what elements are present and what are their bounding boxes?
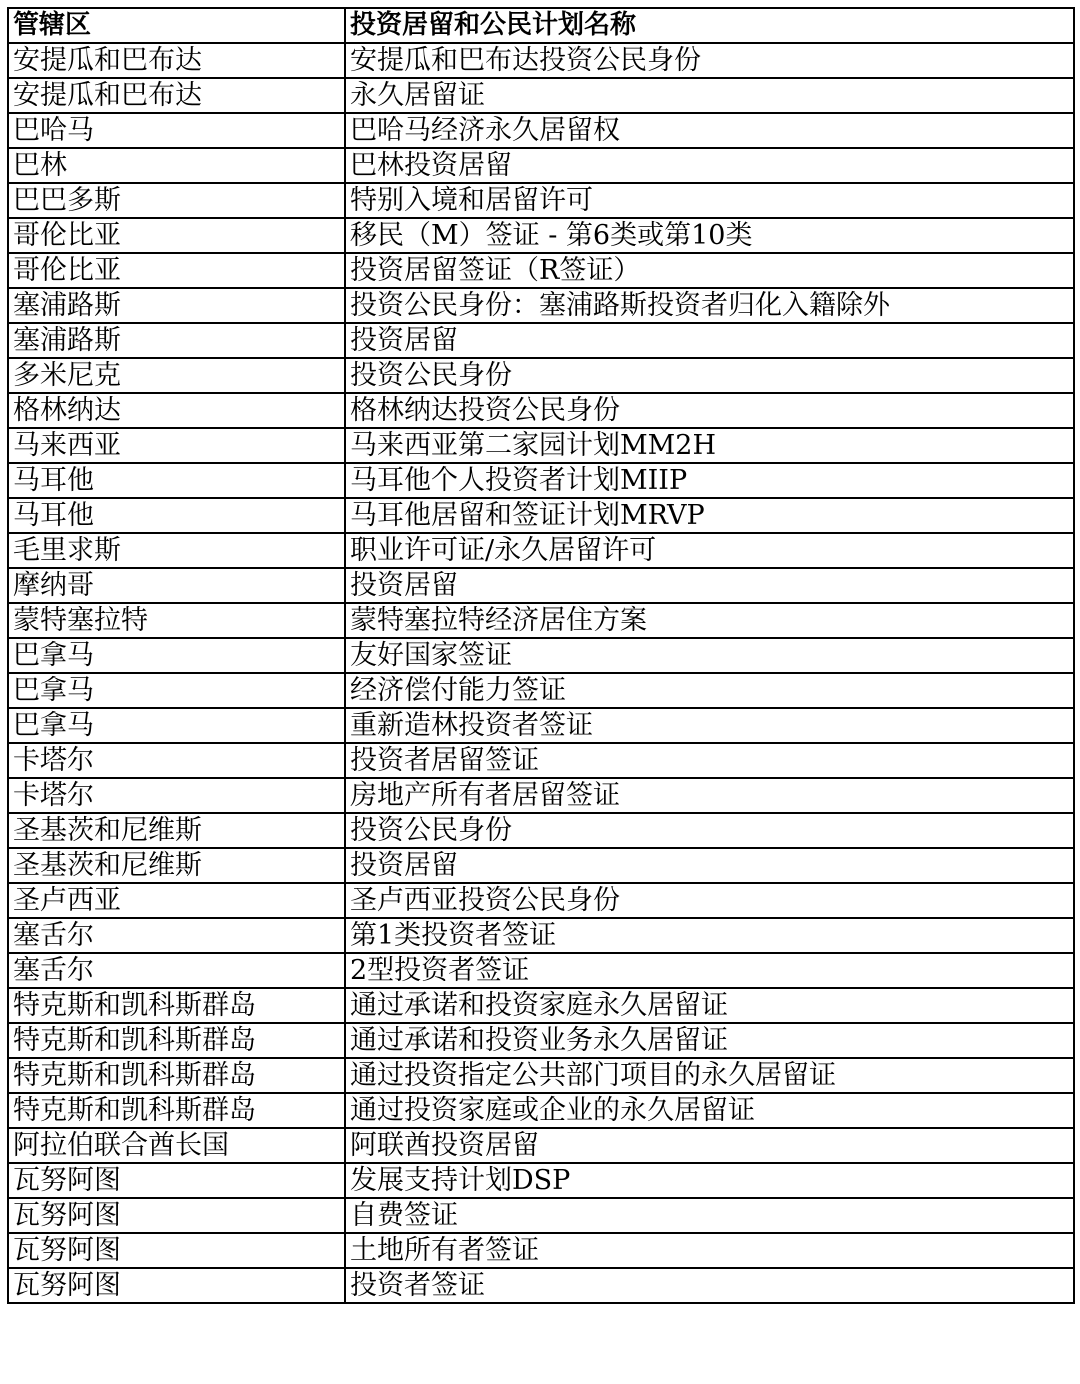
- table-row: [8, 1268, 1074, 1303]
- cell-program-name: 蒙特塞拉特经济居住方案: [345, 603, 1074, 638]
- table-row: [8, 113, 1074, 148]
- cell-program-name: 马来西亚第二家园计划MM2H: [345, 428, 1074, 463]
- cell-jurisdiction: 圣基茨和尼维斯: [8, 813, 345, 848]
- cell-jurisdiction: 蒙特塞拉特: [8, 603, 345, 638]
- table-row: [8, 1058, 1074, 1093]
- table-row: [8, 218, 1074, 253]
- cell-program-name: 马耳他个人投资者计划MIIP: [345, 463, 1074, 498]
- cell-program-name: 特别入境和居留许可: [345, 183, 1074, 218]
- table-row: [8, 708, 1074, 743]
- cell-jurisdiction: 马来西亚: [8, 428, 345, 463]
- cell-jurisdiction: 塞舌尔: [8, 953, 345, 988]
- cell-jurisdiction: 塞舌尔: [8, 918, 345, 953]
- cell-jurisdiction: 圣卢西亚: [8, 883, 345, 918]
- table-row: [8, 883, 1074, 918]
- cell-program-name: 移民（M）签证 - 第6类或第10类: [345, 218, 1074, 253]
- table-row: [8, 1198, 1074, 1233]
- cell-jurisdiction: 圣基茨和尼维斯: [8, 848, 345, 883]
- table-row: [8, 183, 1074, 218]
- header-program-name: 投资居留和公民计划名称: [345, 8, 1074, 43]
- cell-jurisdiction: 卡塔尔: [8, 778, 345, 813]
- cell-program-name: 通过承诺和投资家庭永久居留证: [345, 988, 1074, 1023]
- cell-program-name: 投资公民身份：塞浦路斯投资者归化入籍除外: [345, 288, 1074, 323]
- cell-program-name: 通过承诺和投资业务永久居留证: [345, 1023, 1074, 1058]
- cell-program-name: 永久居留证: [345, 78, 1074, 113]
- table-row: [8, 918, 1074, 953]
- table-row: [8, 568, 1074, 603]
- cell-jurisdiction: 塞浦路斯: [8, 323, 345, 358]
- cell-program-name: 投资居留: [345, 848, 1074, 883]
- cell-jurisdiction: 马耳他: [8, 463, 345, 498]
- cell-jurisdiction: 毛里求斯: [8, 533, 345, 568]
- cell-jurisdiction: 瓦努阿图: [8, 1268, 345, 1303]
- table-body: [8, 43, 1074, 1303]
- table-row: [8, 428, 1074, 463]
- cell-jurisdiction: 安提瓜和巴布达: [8, 78, 345, 113]
- cell-program-name: 巴林投资居留: [345, 148, 1074, 183]
- cell-program-name: 房地产所有者居留签证: [345, 778, 1074, 813]
- header-jurisdiction: 管辖区: [8, 8, 345, 43]
- table-row: [8, 288, 1074, 323]
- table-row: [8, 743, 1074, 778]
- cell-program-name: 通过投资家庭或企业的永久居留证: [345, 1093, 1074, 1128]
- program-table: [7, 7, 1075, 1304]
- table-row: [8, 253, 1074, 288]
- cell-program-name: 土地所有者签证: [345, 1233, 1074, 1268]
- header-row: [8, 8, 1074, 43]
- cell-program-name: 投资公民身份: [345, 813, 1074, 848]
- cell-jurisdiction: 安提瓜和巴布达: [8, 43, 345, 78]
- table-row: [8, 78, 1074, 113]
- cell-jurisdiction: 巴巴多斯: [8, 183, 345, 218]
- cell-program-name: 职业许可证/永久居留许可: [345, 533, 1074, 568]
- table-row: [8, 533, 1074, 568]
- table-row: [8, 43, 1074, 78]
- table-row: [8, 778, 1074, 813]
- cell-program-name: 投资者签证: [345, 1268, 1074, 1303]
- cell-jurisdiction: 巴拿马: [8, 708, 345, 743]
- cell-program-name: 通过投资指定公共部门项目的永久居留证: [345, 1058, 1074, 1093]
- cell-program-name: 第1类投资者签证: [345, 918, 1074, 953]
- table-row: [8, 148, 1074, 183]
- cell-program-name: 圣卢西亚投资公民身份: [345, 883, 1074, 918]
- cell-jurisdiction: 巴拿马: [8, 673, 345, 708]
- cell-jurisdiction: 瓦努阿图: [8, 1163, 345, 1198]
- cell-program-name: 2型投资者签证: [345, 953, 1074, 988]
- cell-jurisdiction: 阿拉伯联合酋长国: [8, 1128, 345, 1163]
- table-row: [8, 1233, 1074, 1268]
- cell-program-name: 经济偿付能力签证: [345, 673, 1074, 708]
- cell-jurisdiction: 塞浦路斯: [8, 288, 345, 323]
- cell-jurisdiction: 特克斯和凯科斯群岛: [8, 1093, 345, 1128]
- cell-program-name: 安提瓜和巴布达投资公民身份: [345, 43, 1074, 78]
- table-row: [8, 813, 1074, 848]
- cell-program-name: 投资公民身份: [345, 358, 1074, 393]
- cell-program-name: 投资居留: [345, 568, 1074, 603]
- table-row: [8, 1023, 1074, 1058]
- table-row: [8, 673, 1074, 708]
- cell-program-name: 重新造林投资者签证: [345, 708, 1074, 743]
- cell-program-name: 格林纳达投资公民身份: [345, 393, 1074, 428]
- cell-jurisdiction: 特克斯和凯科斯群岛: [8, 1058, 345, 1093]
- cell-jurisdiction: 瓦努阿图: [8, 1198, 345, 1233]
- cell-jurisdiction: 摩纳哥: [8, 568, 345, 603]
- table-row: [8, 498, 1074, 533]
- table-row: [8, 1093, 1074, 1128]
- cell-jurisdiction: 特克斯和凯科斯群岛: [8, 988, 345, 1023]
- cell-jurisdiction: 马耳他: [8, 498, 345, 533]
- cell-jurisdiction: 格林纳达: [8, 393, 345, 428]
- cell-program-name: 投资居留: [345, 323, 1074, 358]
- cell-jurisdiction: 巴哈马: [8, 113, 345, 148]
- cell-jurisdiction: 瓦努阿图: [8, 1233, 345, 1268]
- cell-program-name: 发展支持计划DSP: [345, 1163, 1074, 1198]
- cell-jurisdiction: 卡塔尔: [8, 743, 345, 778]
- table-row: [8, 848, 1074, 883]
- cell-jurisdiction: 巴林: [8, 148, 345, 183]
- table-row: [8, 603, 1074, 638]
- cell-jurisdiction: 巴拿马: [8, 638, 345, 673]
- table-row: [8, 988, 1074, 1023]
- table-row: [8, 358, 1074, 393]
- table-row: [8, 463, 1074, 498]
- cell-program-name: 阿联酋投资居留: [345, 1128, 1074, 1163]
- table-row: [8, 323, 1074, 358]
- table-row: [8, 1163, 1074, 1198]
- cell-program-name: 马耳他居留和签证计划MRVP: [345, 498, 1074, 533]
- table-row: [8, 638, 1074, 673]
- cell-jurisdiction: 多米尼克: [8, 358, 345, 393]
- table-row: [8, 1128, 1074, 1163]
- cell-jurisdiction: 哥伦比亚: [8, 218, 345, 253]
- cell-program-name: 投资者居留签证: [345, 743, 1074, 778]
- table-row: [8, 953, 1074, 988]
- cell-program-name: 巴哈马经济永久居留权: [345, 113, 1074, 148]
- cell-jurisdiction: 哥伦比亚: [8, 253, 345, 288]
- cell-jurisdiction: 特克斯和凯科斯群岛: [8, 1023, 345, 1058]
- table-row: [8, 393, 1074, 428]
- cell-program-name: 友好国家签证: [345, 638, 1074, 673]
- cell-program-name: 自费签证: [345, 1198, 1074, 1233]
- cell-program-name: 投资居留签证（R签证）: [345, 253, 1074, 288]
